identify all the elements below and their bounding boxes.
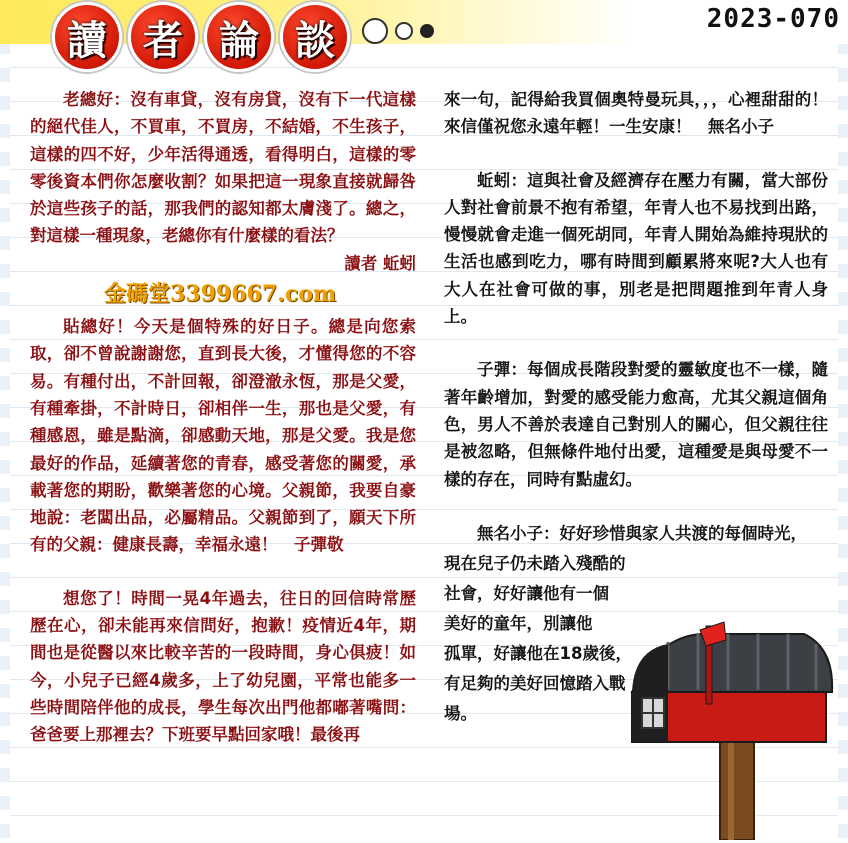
reply-nameless-line: 孤單，好讓他在18歲後， xyxy=(444,643,632,663)
reply-nameless-line: 社會，好好讓他有一個 xyxy=(444,583,609,603)
letter-earthworm-signature: 讀者 蚯蚓 xyxy=(344,253,416,273)
letter-nameless-continued: 來一句，記得給我買個奧特曼玩具，，，心裡甜甜的！來信僅祝您永遠年輕！一生安康！ 無名小子 xyxy=(444,90,828,137)
column-title xyxy=(52,2,350,72)
reply-nameless-line: 現在兒子仍未踏入殘酷的 xyxy=(444,553,626,573)
title-char-2: 者 xyxy=(128,2,198,72)
mailbox-post-highlight xyxy=(728,732,734,840)
reply-earthworm: 蚯蚓：這與社會及經濟存在壓力有關，當大部份人對社會前景不抱有希望，年青人也不易找到出路，慢慢就會走進一個死胡同，年青人開始為維持現狀的生活也感到吃力，哪有時間到顧累將來呢?大人也有大人在社會可做的事，別老是把問題推到年青人身上。 xyxy=(444,170,828,327)
letter-bullet: 貼總好！今天是個特殊的好日子。總是向您索取，卻不曾說謝謝您，直到長大後，才懂得您的不容易。有種付出，不計回報，卻澄澈永恆，那是父愛，有種牽掛，不計時日，卻相伴一生，那也是父愛，有種感恩，雖是點滴，卻感動天地，那是父愛。我是您最好的作品，延續著您的青春，感受著您的關愛，承載著您的期盼，歡樂著您的心境。父親節，我要自豪地說：老闆出品，必屬精品。父親節到了，願天下所有的父親：健康長壽，幸福永遠！ 子彈敬 xyxy=(30,317,416,555)
left-column xyxy=(30,86,416,749)
issue-number: 2023-070 xyxy=(706,4,840,34)
title-char-3: 論 xyxy=(204,2,274,72)
watermark-text: 金碼堂3399667.com xyxy=(104,281,337,308)
title-char-1: 讀 xyxy=(52,2,122,72)
reply-bullet: 子彈：每個成長階段對愛的靈敏度也不一樣，隨著年齡增加，對愛的感受能力愈高，尤其父親這個角色，男人不善於表達自己對別人的關心，但父親往往是被忽略，但無條件地付出愛，這種愛是與母愛不一樣的存在，同時有點虛幻。 xyxy=(444,360,828,489)
title-char-4: 談 xyxy=(280,2,350,72)
reply-nameless-line: 無名小子：好好珍惜與家人共渡的每個時光， xyxy=(477,523,807,543)
decorative-dots xyxy=(362,18,434,44)
reply-nameless-line: 場。 xyxy=(444,703,477,723)
letter-earthworm: 老總好：沒有車貸，沒有房貸，沒有下一代這樣的絕代佳人，不買車，不買房，不結婚，不生孩子，這樣的四不好，少年活得通透，看得明白，這樣的零零後資本們你怎麼收割？如果把這一現象直接就歸咎於這些孩子的話，那我們的認知都太膚淺了。總之，對這樣一種現象，老總你有什麼樣的看法？ xyxy=(30,90,416,246)
reply-nameless-line: 有足夠的美好回憶踏入戰 xyxy=(444,673,626,693)
circle-outline-large-icon xyxy=(362,18,388,44)
mailbox-post xyxy=(720,732,754,840)
mailbox-illustration xyxy=(628,620,840,840)
circle-filled-icon xyxy=(420,24,434,38)
left-edge-decoration xyxy=(0,40,10,843)
reply-nameless-line: 美好的童年，別讓他 xyxy=(444,613,593,633)
circle-outline-small-icon xyxy=(395,22,413,40)
letter-nameless: 想您了！時間一晃4年過去，往日的回信時常歷歷在心，卻未能再來信問好，抱歉！疫情近4年，期間也是從醫以來比較辛苦的一段時間，身心俱疲！如今，小兒子已經4歲多，上了幼兒園，平常也能多一些時間陪伴他的成長，學生每次出門他都嘟著嘴問：爸爸要上那裡去？下班要早點回家哦！最後再 xyxy=(30,588,416,745)
